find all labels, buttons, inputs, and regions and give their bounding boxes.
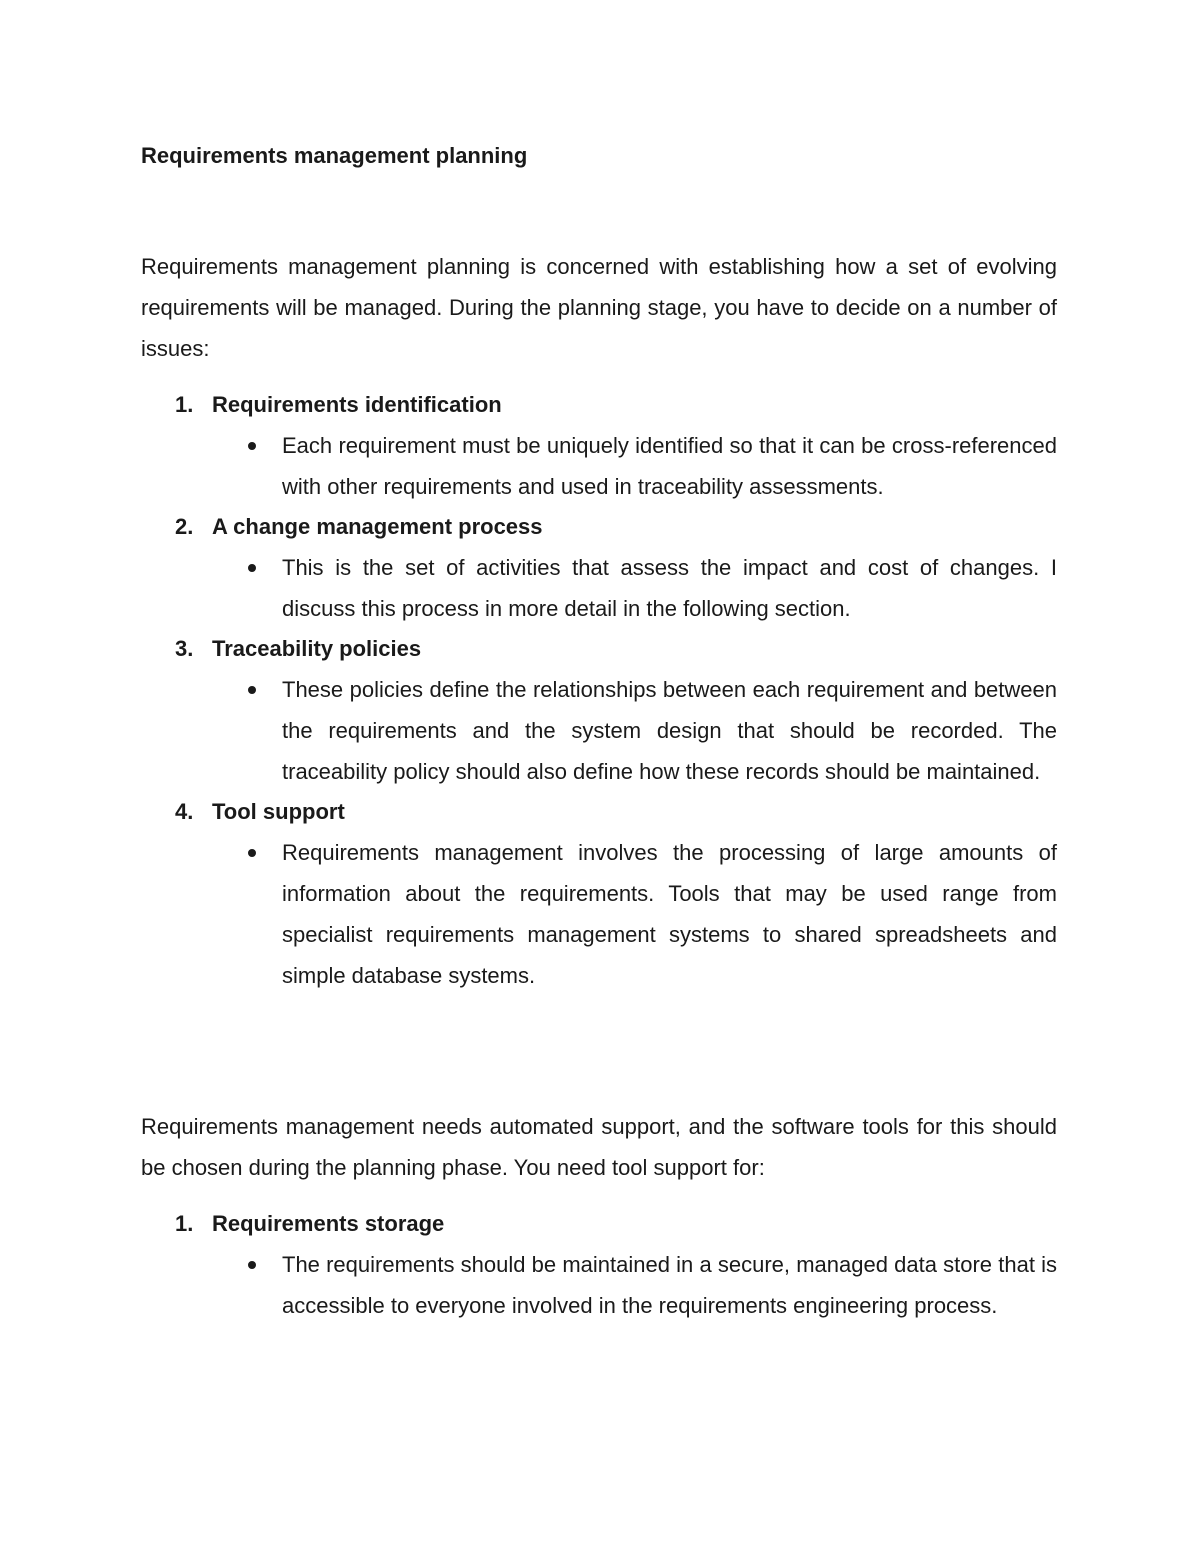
- bullet-item: [141, 425, 1057, 507]
- bullet-text: This is the set of activities that assess the impact and cost of changes. I discuss this process in more detail in the following section.: [282, 555, 1057, 621]
- bullet-item: [141, 1244, 1057, 1326]
- tool-needs-list: [141, 1204, 1057, 1326]
- list-item: [141, 792, 1057, 996]
- item-number: 1.: [175, 392, 194, 417]
- list-item: [141, 385, 1057, 507]
- item-label: Requirements storage: [212, 1211, 445, 1236]
- bullet-icon: [248, 442, 256, 450]
- bullet-icon: [248, 1261, 256, 1269]
- bullet-item: [141, 832, 1057, 996]
- bullet-icon: [248, 849, 256, 857]
- item-number: 1.: [175, 1211, 194, 1236]
- item-label: Traceability policies: [212, 636, 422, 661]
- bullet-item: [141, 669, 1057, 792]
- item-label: Requirements identification: [212, 392, 502, 417]
- bullet-icon: [248, 686, 256, 694]
- list-item: [141, 1204, 1057, 1326]
- bullet-text: Requirements management involves the processing of large amounts of information about the requirements. Tools that may be used range from specialist requirements management systems to shared spreadsheets and simple database systems.: [282, 840, 1057, 988]
- issues-list: [141, 385, 1057, 996]
- document-title: Requirements management planning: [141, 143, 528, 168]
- bullet-text: The requirements should be maintained in a secure, managed data store that is accessible to everyone involved in the requirements engineering process.: [282, 1252, 1057, 1318]
- bullet-item: [141, 547, 1057, 629]
- item-number: 4.: [175, 799, 194, 824]
- list-item: [141, 629, 1057, 792]
- item-number: 3.: [175, 636, 194, 661]
- tool-support-paragraph: Requirements management needs automated support, and the software tools for this should be chosen during the planning phase. You need tool support for:: [141, 1114, 1057, 1180]
- bullet-text: Each requirement must be uniquely identified so that it can be cross-referenced with other requirements and used in traceability assessments.: [282, 433, 1057, 499]
- list-item: [141, 507, 1057, 629]
- item-number: 2.: [175, 514, 194, 539]
- item-label: A change management process: [212, 514, 543, 539]
- bullet-icon: [248, 564, 256, 572]
- item-label: Tool support: [212, 799, 345, 824]
- bullet-text: These policies define the relationships between each requirement and between the requirements and the system design that should be recorded. The traceability policy should also define how these records should be maintained.: [282, 677, 1057, 784]
- intro-paragraph: Requirements management planning is concerned with establishing how a set of evolving requirements will be managed. During the planning stage, you have to decide on a number of issues:: [141, 254, 1057, 361]
